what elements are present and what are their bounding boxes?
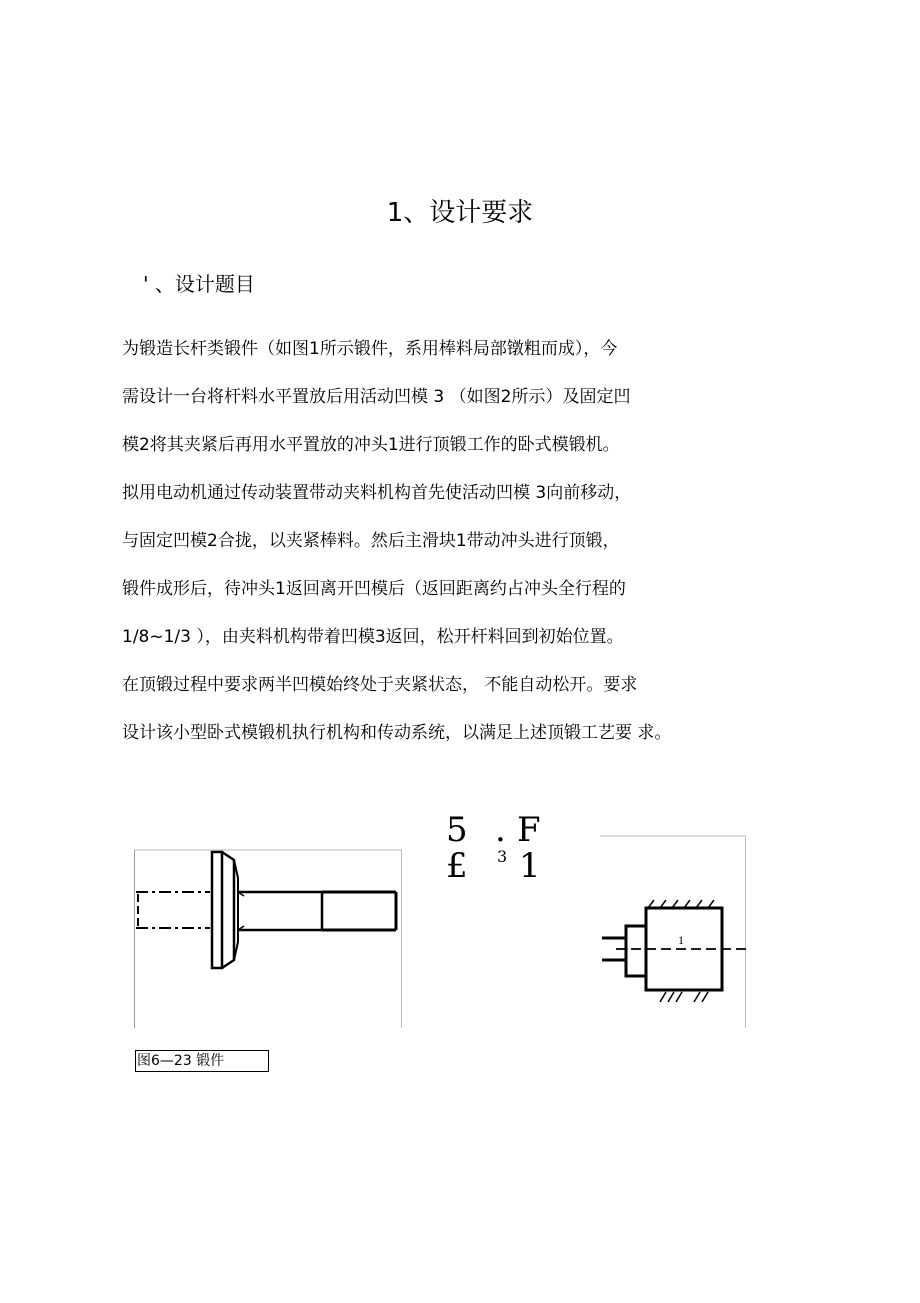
label-pound: £	[446, 846, 468, 886]
paragraph-line: 锻件成形后，待冲头1返回离开凹模后（返回距离约占冲头全行程的	[122, 579, 626, 599]
paragraph-line: 与固定凹模2合拢，以夹紧棒料。然后主滑块1带动冲头进行顶锻，	[122, 531, 620, 551]
paragraph-line: 设计该小型卧式模锻机执行机构和传动系统，以满足上述顶锻工艺要 求。	[122, 723, 672, 743]
forging-figure	[134, 848, 404, 1030]
label-one: 1	[519, 846, 541, 886]
label-three: 3	[497, 847, 508, 866]
paragraph-line: 在顶锻过程中要求两半凹模始终处于夹紧状态， 不能自动松开。要求	[122, 675, 638, 695]
section-title: 1、设计要求	[386, 198, 534, 228]
label-f: F	[517, 810, 541, 850]
figure-caption: 图6—23 锻件	[135, 1050, 269, 1072]
paragraph-line: 为锻造长杆类锻件（如图1所示锻件，系用棒料局部镦粗而成），今	[122, 339, 618, 359]
label-five: 5	[446, 810, 468, 850]
subsection-title: ' 、设计题目	[143, 272, 255, 296]
die-schematic-figure	[598, 832, 750, 1030]
paragraph-line: 1/8~1/3 ），由夹料机构带着凹模3返回，松开杆料回到初始位置。	[122, 627, 624, 647]
die-label: 1	[678, 933, 684, 947]
paragraph-line: 模2将其夹紧后再用水平置放的冲头1进行顶锻工作的卧式模锻机。	[122, 435, 620, 455]
paragraph-line: 拟用电动机通过传动装置带动夹料机构首先使活动凹模 3向前移动，	[122, 483, 632, 503]
paragraph-line: 需设计一台将杆料水平置放后用活动凹模 3 （如图2所示）及固定凹	[122, 387, 631, 407]
label-dot: .	[495, 810, 506, 850]
